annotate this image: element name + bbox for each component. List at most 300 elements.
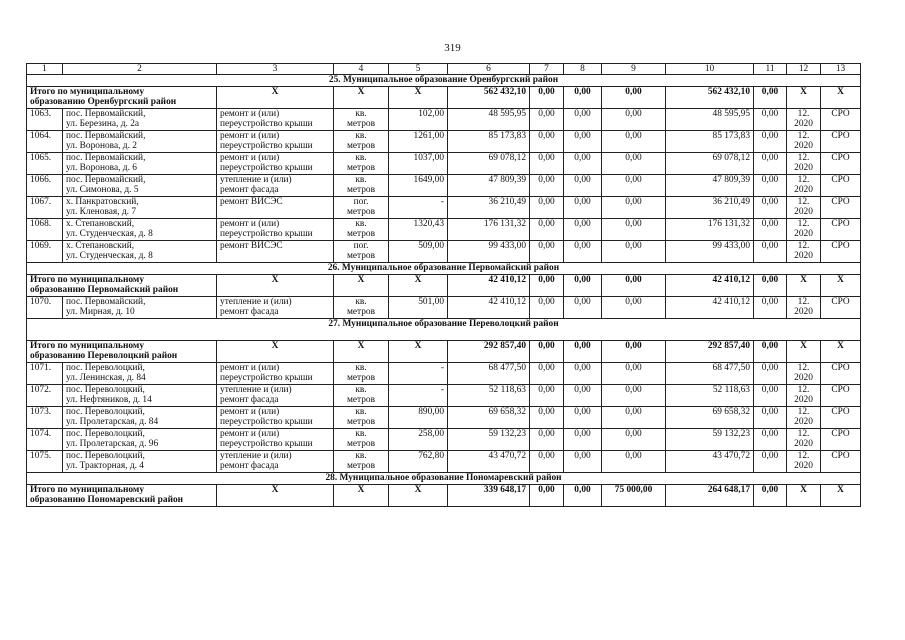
- work-type: [217, 153, 334, 175]
- total-c4: X: [334, 275, 389, 297]
- fund-c7: 0,00: [530, 131, 564, 153]
- deadline-line: 12.: [797, 407, 810, 417]
- address: [63, 219, 217, 241]
- work-type-line: ремонт и (или): [220, 363, 280, 373]
- total-label-line: образованию Первомайский район: [30, 285, 179, 296]
- col-header: 8: [564, 64, 602, 75]
- fund-c9: 0,00: [602, 109, 666, 131]
- method: СРО: [821, 197, 861, 219]
- work-type-line: ремонт и (или): [220, 131, 280, 141]
- deadline: [787, 385, 821, 407]
- method: СРО: [821, 385, 861, 407]
- volume: 102,00: [389, 109, 448, 131]
- total-label-line: образованию Оренбургский район: [30, 97, 177, 108]
- fund-c9: 0,00: [602, 363, 666, 385]
- address-line: ул. Тракторная, д. 4: [66, 461, 144, 472]
- fund-c11: 0,00: [754, 131, 787, 153]
- fund-c11: 0,00: [754, 297, 787, 319]
- total-c6: 42 410,12: [448, 275, 530, 297]
- fund-c11: 0,00: [754, 153, 787, 175]
- total-c13: X: [821, 275, 861, 297]
- cost-total: 69 078,12: [448, 153, 530, 175]
- total-label: [27, 87, 217, 109]
- address: [63, 385, 217, 407]
- address-line: ул. Студенческая, д. 8: [66, 251, 153, 262]
- fund-c7: 0,00: [530, 197, 564, 219]
- deadline-line: 12.: [797, 363, 810, 373]
- address-line: пос. Переволоцкий,: [66, 385, 145, 395]
- section-total-row: [27, 275, 861, 297]
- deadline-line: 12.: [797, 297, 810, 307]
- col-header: 12: [787, 64, 821, 75]
- fund-c10: 52 118,63: [666, 385, 754, 407]
- unit: [334, 451, 389, 473]
- table-row: [27, 241, 861, 263]
- volume: 1037,00: [389, 153, 448, 175]
- section-title: 27. Муниципальное образование Переволоцкий район: [27, 319, 861, 341]
- total-c13: X: [821, 485, 861, 507]
- fund-c9: 0,00: [602, 407, 666, 429]
- address: [63, 429, 217, 451]
- deadline-line: 2020: [794, 461, 813, 472]
- col-header: 4: [334, 64, 389, 75]
- total-c13: X: [821, 341, 861, 363]
- work-type-line: ремонт фасада: [220, 395, 279, 406]
- unit-line: метров: [346, 163, 376, 174]
- total-c3: X: [217, 485, 334, 507]
- volume: 762,80: [389, 451, 448, 473]
- work-type: [217, 385, 334, 407]
- col-header: 9: [602, 64, 666, 75]
- address: [63, 241, 217, 263]
- deadline: [787, 109, 821, 131]
- row-number: 1071.: [27, 363, 63, 385]
- total-c11: 0,00: [754, 275, 787, 297]
- table-row: [27, 451, 861, 473]
- section-title-row: [27, 473, 861, 485]
- address-line: ул. Пролетарская, д. 96: [66, 439, 159, 450]
- address-line: пос. Первомайский,: [66, 109, 146, 119]
- cost-total: 176 131,32: [448, 219, 530, 241]
- fund-c11: 0,00: [754, 363, 787, 385]
- deadline-line: 2020: [794, 439, 813, 450]
- fund-c8: 0,00: [564, 451, 602, 473]
- fund-c7: 0,00: [530, 175, 564, 197]
- address-line: ул. Ленинская, д. 84: [66, 373, 146, 384]
- address-line: ул. Кленовая, д. 7: [66, 207, 137, 218]
- fund-c10: 59 132,23: [666, 429, 754, 451]
- unit-line: кв.: [355, 407, 367, 417]
- fund-c7: 0,00: [530, 385, 564, 407]
- fund-c10: 48 595,95: [666, 109, 754, 131]
- deadline-line: 2020: [794, 229, 813, 240]
- unit-line: метров: [346, 229, 376, 240]
- deadline-line: 12.: [797, 429, 810, 439]
- deadline-line: 2020: [794, 251, 813, 262]
- address-line: пос. Первомайский,: [66, 153, 146, 163]
- col-header: 2: [63, 64, 217, 75]
- total-c10: 42 410,12: [666, 275, 754, 297]
- deadline-line: 2020: [794, 395, 813, 406]
- fund-c10: 43 470,72: [666, 451, 754, 473]
- deadline: [787, 131, 821, 153]
- row-number: 1064.: [27, 131, 63, 153]
- fund-c11: 0,00: [754, 407, 787, 429]
- cost-total: 43 470,72: [448, 451, 530, 473]
- address-line: пос. Первомайский,: [66, 175, 146, 185]
- address: [63, 297, 217, 319]
- fund-c8: 0,00: [564, 219, 602, 241]
- fund-c8: 0,00: [564, 241, 602, 263]
- row-number: 1069.: [27, 241, 63, 263]
- method: СРО: [821, 241, 861, 263]
- work-type-line: ремонт и (или): [220, 429, 280, 439]
- section-total-row: [27, 485, 861, 507]
- fund-c11: 0,00: [754, 429, 787, 451]
- total-c10: 264 648,17: [666, 485, 754, 507]
- program-table: [26, 63, 861, 507]
- total-c6: 292 857,40: [448, 341, 530, 363]
- method: СРО: [821, 219, 861, 241]
- col-header: 11: [754, 64, 787, 75]
- fund-c11: 0,00: [754, 109, 787, 131]
- total-label: [27, 275, 217, 297]
- deadline-line: 12.: [797, 153, 810, 163]
- fund-c7: 0,00: [530, 297, 564, 319]
- fund-c10: 47 809,39: [666, 175, 754, 197]
- table-row: [27, 197, 861, 219]
- fund-c8: 0,00: [564, 175, 602, 197]
- fund-c10: 176 131,32: [666, 219, 754, 241]
- total-c5: X: [389, 341, 448, 363]
- work-type-line: ремонт и (или): [220, 109, 280, 119]
- table-body: [27, 64, 861, 507]
- section-title-row: [27, 263, 861, 275]
- total-c3: X: [217, 87, 334, 109]
- total-c4: X: [334, 485, 389, 507]
- fund-c11: 0,00: [754, 197, 787, 219]
- work-type: [217, 131, 334, 153]
- method: СРО: [821, 407, 861, 429]
- work-type: [217, 219, 334, 241]
- deadline: [787, 407, 821, 429]
- cost-total: 68 477,50: [448, 363, 530, 385]
- unit-line: метров: [346, 417, 376, 428]
- table-row: [27, 363, 861, 385]
- fund-c10: 69 658,32: [666, 407, 754, 429]
- address: [63, 153, 217, 175]
- unit: [334, 109, 389, 131]
- address-line: ул. Пролетарская, д. 84: [66, 417, 159, 428]
- cost-total: 99 433,00: [448, 241, 530, 263]
- unit-line: кв.: [355, 153, 367, 163]
- work-type-line: ремонт ВИСЭС: [220, 197, 283, 207]
- unit: [334, 297, 389, 319]
- fund-c9: 0,00: [602, 429, 666, 451]
- total-c7: 0,00: [530, 275, 564, 297]
- cost-total: 42 410,12: [448, 297, 530, 319]
- fund-c7: 0,00: [530, 219, 564, 241]
- volume: 1320,43: [389, 219, 448, 241]
- total-c11: 0,00: [754, 87, 787, 109]
- work-type-line: ремонт фасада: [220, 307, 279, 318]
- fund-c9: 0,00: [602, 385, 666, 407]
- total-c3: X: [217, 275, 334, 297]
- fund-c8: 0,00: [564, 407, 602, 429]
- method: СРО: [821, 297, 861, 319]
- unit: [334, 131, 389, 153]
- total-c7: 0,00: [530, 87, 564, 109]
- fund-c10: 99 433,00: [666, 241, 754, 263]
- deadline-line: 12.: [797, 175, 810, 185]
- deadline-line: 12.: [797, 109, 810, 119]
- deadline: [787, 297, 821, 319]
- fund-c7: 0,00: [530, 407, 564, 429]
- address-line: ул. Симонова, д. 5: [66, 185, 139, 196]
- total-label-line: Итого по муниципальному: [30, 485, 145, 495]
- unit-line: пог.: [353, 241, 369, 251]
- address-line: ул. Мирная, д. 10: [66, 307, 135, 318]
- work-type-line: переустройство крыши: [220, 163, 313, 174]
- work-type: [217, 407, 334, 429]
- fund-c9: 0,00: [602, 175, 666, 197]
- total-c9: 0,00: [602, 87, 666, 109]
- row-number: 1066.: [27, 175, 63, 197]
- section-total-row: [27, 341, 861, 363]
- unit-line: кв.: [355, 363, 367, 373]
- fund-c9: 0,00: [602, 241, 666, 263]
- fund-c8: 0,00: [564, 109, 602, 131]
- unit-line: метров: [346, 307, 376, 318]
- volume: 509,00: [389, 241, 448, 263]
- work-type-line: утепление и (или): [220, 385, 292, 395]
- work-type-line: ремонт и (или): [220, 219, 280, 229]
- fund-c9: 0,00: [602, 451, 666, 473]
- volume: 1649,00: [389, 175, 448, 197]
- address-line: х. Панкратовский,: [66, 197, 139, 207]
- unit: [334, 363, 389, 385]
- deadline: [787, 241, 821, 263]
- table-row: [27, 297, 861, 319]
- table-row: [27, 429, 861, 451]
- fund-c9: 0,00: [602, 297, 666, 319]
- col-header: 7: [530, 64, 564, 75]
- address: [63, 131, 217, 153]
- unit-line: метров: [346, 185, 376, 196]
- col-header: 6: [448, 64, 530, 75]
- deadline: [787, 429, 821, 451]
- row-number: 1065.: [27, 153, 63, 175]
- col-header: 5: [389, 64, 448, 75]
- unit-line: кв.: [355, 451, 367, 461]
- section-total-row: [27, 87, 861, 109]
- fund-c10: 36 210,49: [666, 197, 754, 219]
- unit-line: кв.: [355, 109, 367, 119]
- work-type: [217, 451, 334, 473]
- unit: [334, 153, 389, 175]
- total-c3: X: [217, 341, 334, 363]
- row-number: 1074.: [27, 429, 63, 451]
- work-type-line: переустройство крыши: [220, 141, 313, 152]
- unit-line: метров: [346, 395, 376, 406]
- deadline-line: 2020: [794, 185, 813, 196]
- section-title-row: [27, 319, 861, 341]
- unit: [334, 197, 389, 219]
- row-number: 1063.: [27, 109, 63, 131]
- total-c11: 0,00: [754, 485, 787, 507]
- deadline-line: 12.: [797, 131, 810, 141]
- work-type-line: переустройство крыши: [220, 439, 313, 450]
- work-type-line: утепление и (или): [220, 451, 292, 461]
- cost-total: 52 118,63: [448, 385, 530, 407]
- address-line: ул. Воронова, д. 2: [66, 141, 137, 152]
- fund-c11: 0,00: [754, 175, 787, 197]
- fund-c7: 0,00: [530, 363, 564, 385]
- total-label-line: Итого по муниципальному: [30, 87, 145, 97]
- deadline: [787, 363, 821, 385]
- table-row: [27, 407, 861, 429]
- work-type-line: утепление и (или): [220, 175, 292, 185]
- section-title-row: [27, 75, 861, 87]
- row-number: 1075.: [27, 451, 63, 473]
- deadline-line: 12.: [797, 451, 810, 461]
- total-c9: 75 000,00: [602, 485, 666, 507]
- work-type: [217, 429, 334, 451]
- total-c7: 0,00: [530, 485, 564, 507]
- total-c13: X: [821, 87, 861, 109]
- section-title: 26. Муниципальное образование Первомайский район: [27, 263, 861, 275]
- deadline-line: 2020: [794, 119, 813, 130]
- fund-c7: 0,00: [530, 153, 564, 175]
- deadline-line: 2020: [794, 373, 813, 384]
- work-type-line: утепление и (или): [220, 297, 292, 307]
- section-title: 25. Муниципальное образование Оренбургский район: [27, 75, 861, 87]
- work-type-line: переустройство крыши: [220, 119, 313, 130]
- work-type: [217, 109, 334, 131]
- unit: [334, 407, 389, 429]
- work-type: [217, 175, 334, 197]
- fund-c8: 0,00: [564, 429, 602, 451]
- work-type-line: ремонт и (или): [220, 153, 280, 163]
- volume: -: [389, 363, 448, 385]
- address: [63, 175, 217, 197]
- deadline: [787, 451, 821, 473]
- deadline-line: 2020: [794, 417, 813, 428]
- total-c8: 0,00: [564, 341, 602, 363]
- fund-c11: 0,00: [754, 219, 787, 241]
- address-line: пос. Переволоцкий,: [66, 363, 145, 373]
- work-type: [217, 363, 334, 385]
- address-line: пос. Первомайский,: [66, 297, 146, 307]
- work-type-line: ремонт ВИСЭС: [220, 241, 283, 251]
- unit-line: кв.: [355, 297, 367, 307]
- method: СРО: [821, 109, 861, 131]
- total-c5: X: [389, 275, 448, 297]
- work-type: [217, 197, 334, 219]
- total-c12: X: [787, 87, 821, 109]
- fund-c7: 0,00: [530, 429, 564, 451]
- unit: [334, 175, 389, 197]
- volume: -: [389, 197, 448, 219]
- col-header: 13: [821, 64, 861, 75]
- total-c8: 0,00: [564, 485, 602, 507]
- address-line: х. Степановский,: [66, 241, 135, 251]
- unit: [334, 219, 389, 241]
- total-label-line: образованию Пономаревский район: [30, 495, 184, 506]
- fund-c8: 0,00: [564, 297, 602, 319]
- total-label-line: образованию Переволоцкий район: [30, 351, 178, 362]
- row-number: 1070.: [27, 297, 63, 319]
- page-number: 319: [444, 42, 461, 54]
- unit-line: кв.: [355, 429, 367, 439]
- unit: [334, 385, 389, 407]
- unit: [334, 429, 389, 451]
- address: [63, 197, 217, 219]
- total-label-line: Итого по муниципальному: [30, 341, 145, 351]
- row-number: 1072.: [27, 385, 63, 407]
- fund-c8: 0,00: [564, 363, 602, 385]
- fund-c8: 0,00: [564, 131, 602, 153]
- total-label: [27, 341, 217, 363]
- fund-c9: 0,00: [602, 131, 666, 153]
- cost-total: 69 658,32: [448, 407, 530, 429]
- address-line: х. Степановский,: [66, 219, 135, 229]
- unit-line: пог.: [353, 197, 369, 207]
- fund-c8: 0,00: [564, 153, 602, 175]
- address: [63, 451, 217, 473]
- unit: [334, 241, 389, 263]
- cost-total: 85 173,83: [448, 131, 530, 153]
- address-line: ул. Студенческая, д. 8: [66, 229, 153, 240]
- unit-line: метров: [346, 439, 376, 450]
- address: [63, 363, 217, 385]
- total-c9: 0,00: [602, 275, 666, 297]
- total-c10: 292 857,40: [666, 341, 754, 363]
- row-number: 1067.: [27, 197, 63, 219]
- deadline-line: 2020: [794, 307, 813, 318]
- cost-total: 48 595,95: [448, 109, 530, 131]
- deadline-line: 2020: [794, 163, 813, 174]
- total-c7: 0,00: [530, 341, 564, 363]
- total-c9: 0,00: [602, 341, 666, 363]
- unit-line: метров: [346, 207, 376, 218]
- fund-c8: 0,00: [564, 197, 602, 219]
- work-type-line: ремонт фасада: [220, 461, 279, 472]
- method: СРО: [821, 131, 861, 153]
- deadline: [787, 197, 821, 219]
- work-type-line: переустройство крыши: [220, 373, 313, 384]
- volume: 258,00: [389, 429, 448, 451]
- total-c6: 562 432,10: [448, 87, 530, 109]
- total-c10: 562 432,10: [666, 87, 754, 109]
- method: СРО: [821, 451, 861, 473]
- fund-c10: 69 078,12: [666, 153, 754, 175]
- total-c12: X: [787, 341, 821, 363]
- deadline: [787, 175, 821, 197]
- unit-line: метров: [346, 251, 376, 262]
- total-c12: X: [787, 275, 821, 297]
- deadline-line: 12.: [797, 219, 810, 229]
- address-line: ул. Нефтяников, д. 14: [66, 395, 152, 406]
- table-row: [27, 175, 861, 197]
- method: СРО: [821, 363, 861, 385]
- row-number: 1068.: [27, 219, 63, 241]
- deadline-line: 12.: [797, 197, 810, 207]
- total-c4: X: [334, 87, 389, 109]
- unit-line: кв.: [355, 175, 367, 185]
- table-row: [27, 109, 861, 131]
- fund-c11: 0,00: [754, 385, 787, 407]
